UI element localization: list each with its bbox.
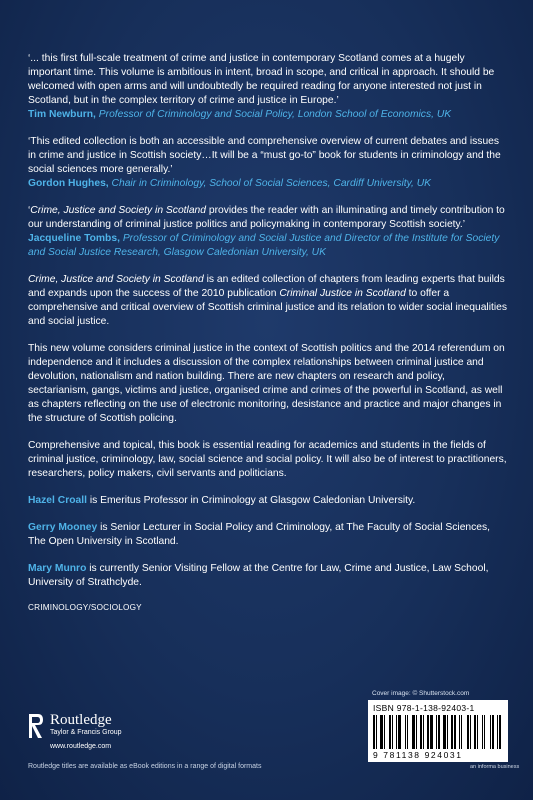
description-text (28, 273, 508, 329)
publisher-name: Routledge (50, 712, 112, 728)
quote-attribution (28, 108, 508, 122)
description-segment: is an edited collection of chapters from leading experts that builds and expands upon the success of the 2010 publication (28, 274, 505, 299)
barcode-bar (438, 715, 440, 749)
barcode-bar (495, 715, 496, 749)
barcode-bar (394, 715, 395, 749)
barcode-bar (407, 715, 408, 749)
subject-category: CRIMINOLOGY/SOCIOLOGY (28, 603, 142, 612)
quote-author-role: Professor of Criminology and Social Policy, London School of Economics, UK (98, 109, 452, 120)
barcode-bar (386, 715, 388, 749)
author-bio-1 (28, 494, 508, 508)
barcode-bar (434, 715, 435, 749)
quote-body: provides the reader with an illuminating and timely contribution to our understanding of criminal justice politics and policymaking in contemporary Scottish society.’ (28, 205, 505, 230)
barcode-bar (376, 715, 377, 749)
barcode-bar (447, 715, 448, 749)
barcode-bars (373, 715, 503, 749)
barcode-bar (451, 715, 453, 749)
author-bio-3 (28, 562, 508, 590)
barcode-bar (484, 715, 485, 749)
barcode-bar (423, 715, 424, 749)
barcode-bar (380, 715, 383, 749)
author-bio-2 (28, 521, 508, 549)
barcode-bar (492, 715, 494, 749)
description-text: Comprehensive and topical, this book is essential reading for academics and students in the fields of criminal justice, criminology, law, social science and social policy. It will also be of interest to practitioners, researchers, policy makers, civil servants and politicians. (28, 440, 507, 479)
quote-attribution (28, 232, 508, 260)
previous-book-title: Criminal Justice in Scotland (279, 288, 406, 299)
barcode-bar (441, 715, 442, 749)
description-paragraph-3 (28, 439, 508, 481)
barcode-bar (479, 715, 481, 749)
quote-open-mark: ‘ (28, 205, 31, 216)
quote-author: Tim Newburn, (28, 109, 96, 120)
endorsement-1 (28, 52, 508, 122)
barcode-bar (396, 715, 397, 749)
barcode-bar (405, 715, 406, 749)
quote-author-role: Chair in Criminology, School of Social Sciences, Cardiff University, UK (111, 178, 432, 189)
barcode-number: 9 781138 924031 (373, 750, 463, 760)
barcode-bar (409, 715, 411, 749)
barcode-bar (454, 715, 456, 749)
description-text: This new volume considers criminal justice in the context of Scottish politics and the 2014 referendum on independence and it includes a discussion of the complex relationships between criminal justice and devolution, nationalism and nation building. There are new chapters on research and policy, sectarianism, gangs, victims and justice, organised crime and crimes of the powerful in Scotland, as well as chapters reflecting on the use of electronic monitoring, desistance and practice and major changes in the structure of Scottish policing. (28, 343, 505, 424)
barcode-bar (384, 715, 385, 749)
barcode-bar (430, 715, 433, 749)
quote-attribution (28, 177, 508, 191)
quote-author: Gordon Hughes, (28, 178, 109, 189)
barcode-bar (402, 715, 404, 749)
book-title: Crime, Justice and Society in Scotland (30, 205, 206, 216)
description-segment: to offer a comprehensive and critical overview of Scottish criminal justice and its relation to wider social inequalities and social justice. (28, 288, 508, 327)
author-name: Mary Munro (28, 563, 87, 574)
barcode-bar (427, 715, 429, 749)
quote-author-role: Professor of Criminology and Social Justice and Director of the Institute for Society and Social Justice Research, Glasgow Caledonian University, UK (28, 233, 500, 258)
author-bio: is Senior Lecturer in Social Policy and Criminology, at The Faculty of Social Sciences, The Open University in Scotland. (28, 522, 491, 547)
barcode-bar (463, 715, 466, 749)
barcode-bar (497, 715, 498, 749)
isbn-text: ISBN 978-1-138-92403-1 (373, 703, 475, 713)
barcode-bar (482, 715, 483, 749)
barcode-bar (425, 715, 426, 749)
quote-text: ‘... this first full-scale treatment of crime and justice in contemporary Scotland comes at a hugely important time. This volume is ambitious in intent, broad in scope, and critical in approach. It should be welcomed with open arms and will undoubtedly be required reading for anyone interested not just in Scotland, but in the complex territory of crime and justice in Europe.’ (28, 53, 495, 106)
quote-text: ‘This edited collection is both an accessible and comprehensive overview of current debates and issues in crime and justice in Scottish society…It will be a “must go-to” book for students in criminology and the social sciences more generally.’ (28, 136, 501, 175)
back-cover-text (28, 52, 508, 612)
barcode-bar (472, 715, 473, 749)
quote-author: Jacqueline Tombs, (28, 233, 120, 244)
author-bio: is currently Senior Visiting Fellow at the Centre for Law, Crime and Justice, Law School, University of Strathclyde. (28, 563, 489, 588)
cover-image-credit: Cover image: © Shutterstock.com (372, 690, 470, 697)
publisher-text (50, 712, 122, 751)
barcode-bar (499, 715, 501, 749)
author-bio-text (28, 494, 508, 508)
barcode-bar (389, 715, 391, 749)
endorsement-3 (28, 204, 508, 260)
publisher-group: Taylor & Francis Group (50, 728, 122, 736)
informa-tagline: an informa business (470, 764, 520, 770)
barcode-bar (461, 715, 462, 749)
description-paragraph-2 (28, 342, 508, 426)
barcode-bar (490, 715, 491, 749)
quote-text (28, 204, 508, 232)
publisher-logo (28, 712, 122, 751)
author-name: Gerry Mooney (28, 522, 98, 533)
barcode-bar (420, 715, 422, 749)
barcode-bar (457, 715, 458, 749)
barcode-bar (436, 715, 437, 749)
barcode-bar (378, 715, 379, 749)
barcode-bar (412, 715, 415, 749)
isbn-barcode (368, 700, 508, 762)
barcode-bar (373, 715, 375, 749)
publisher-url[interactable]: www.routledge.com (50, 743, 112, 751)
barcode-bar (459, 715, 460, 749)
routledge-r-icon (28, 712, 44, 740)
description-paragraph-1 (28, 273, 508, 329)
barcode-bar (443, 715, 446, 749)
endorsement-2 (28, 135, 508, 191)
barcode-bar (449, 715, 450, 749)
author-bio: is Emeritus Professor in Criminology at Glasgow Caledonian University. (86, 495, 416, 506)
barcode-bar (474, 715, 476, 749)
barcode-bar (392, 715, 393, 749)
author-name: Hazel Croall (28, 495, 87, 506)
author-bio-text (28, 562, 508, 590)
barcode-bar (486, 715, 489, 749)
barcode-bar (398, 715, 401, 749)
ebook-note: Routledge titles are available as eBook editions in a range of digital formats (28, 763, 262, 770)
barcode-bar (470, 715, 471, 749)
author-bio-text (28, 521, 508, 549)
barcode-bar (467, 715, 469, 749)
book-title: Crime, Justice and Society in Scotland (28, 274, 204, 285)
barcode-bar (416, 715, 417, 749)
barcode-bar (418, 715, 419, 749)
barcode-bar (477, 715, 478, 749)
